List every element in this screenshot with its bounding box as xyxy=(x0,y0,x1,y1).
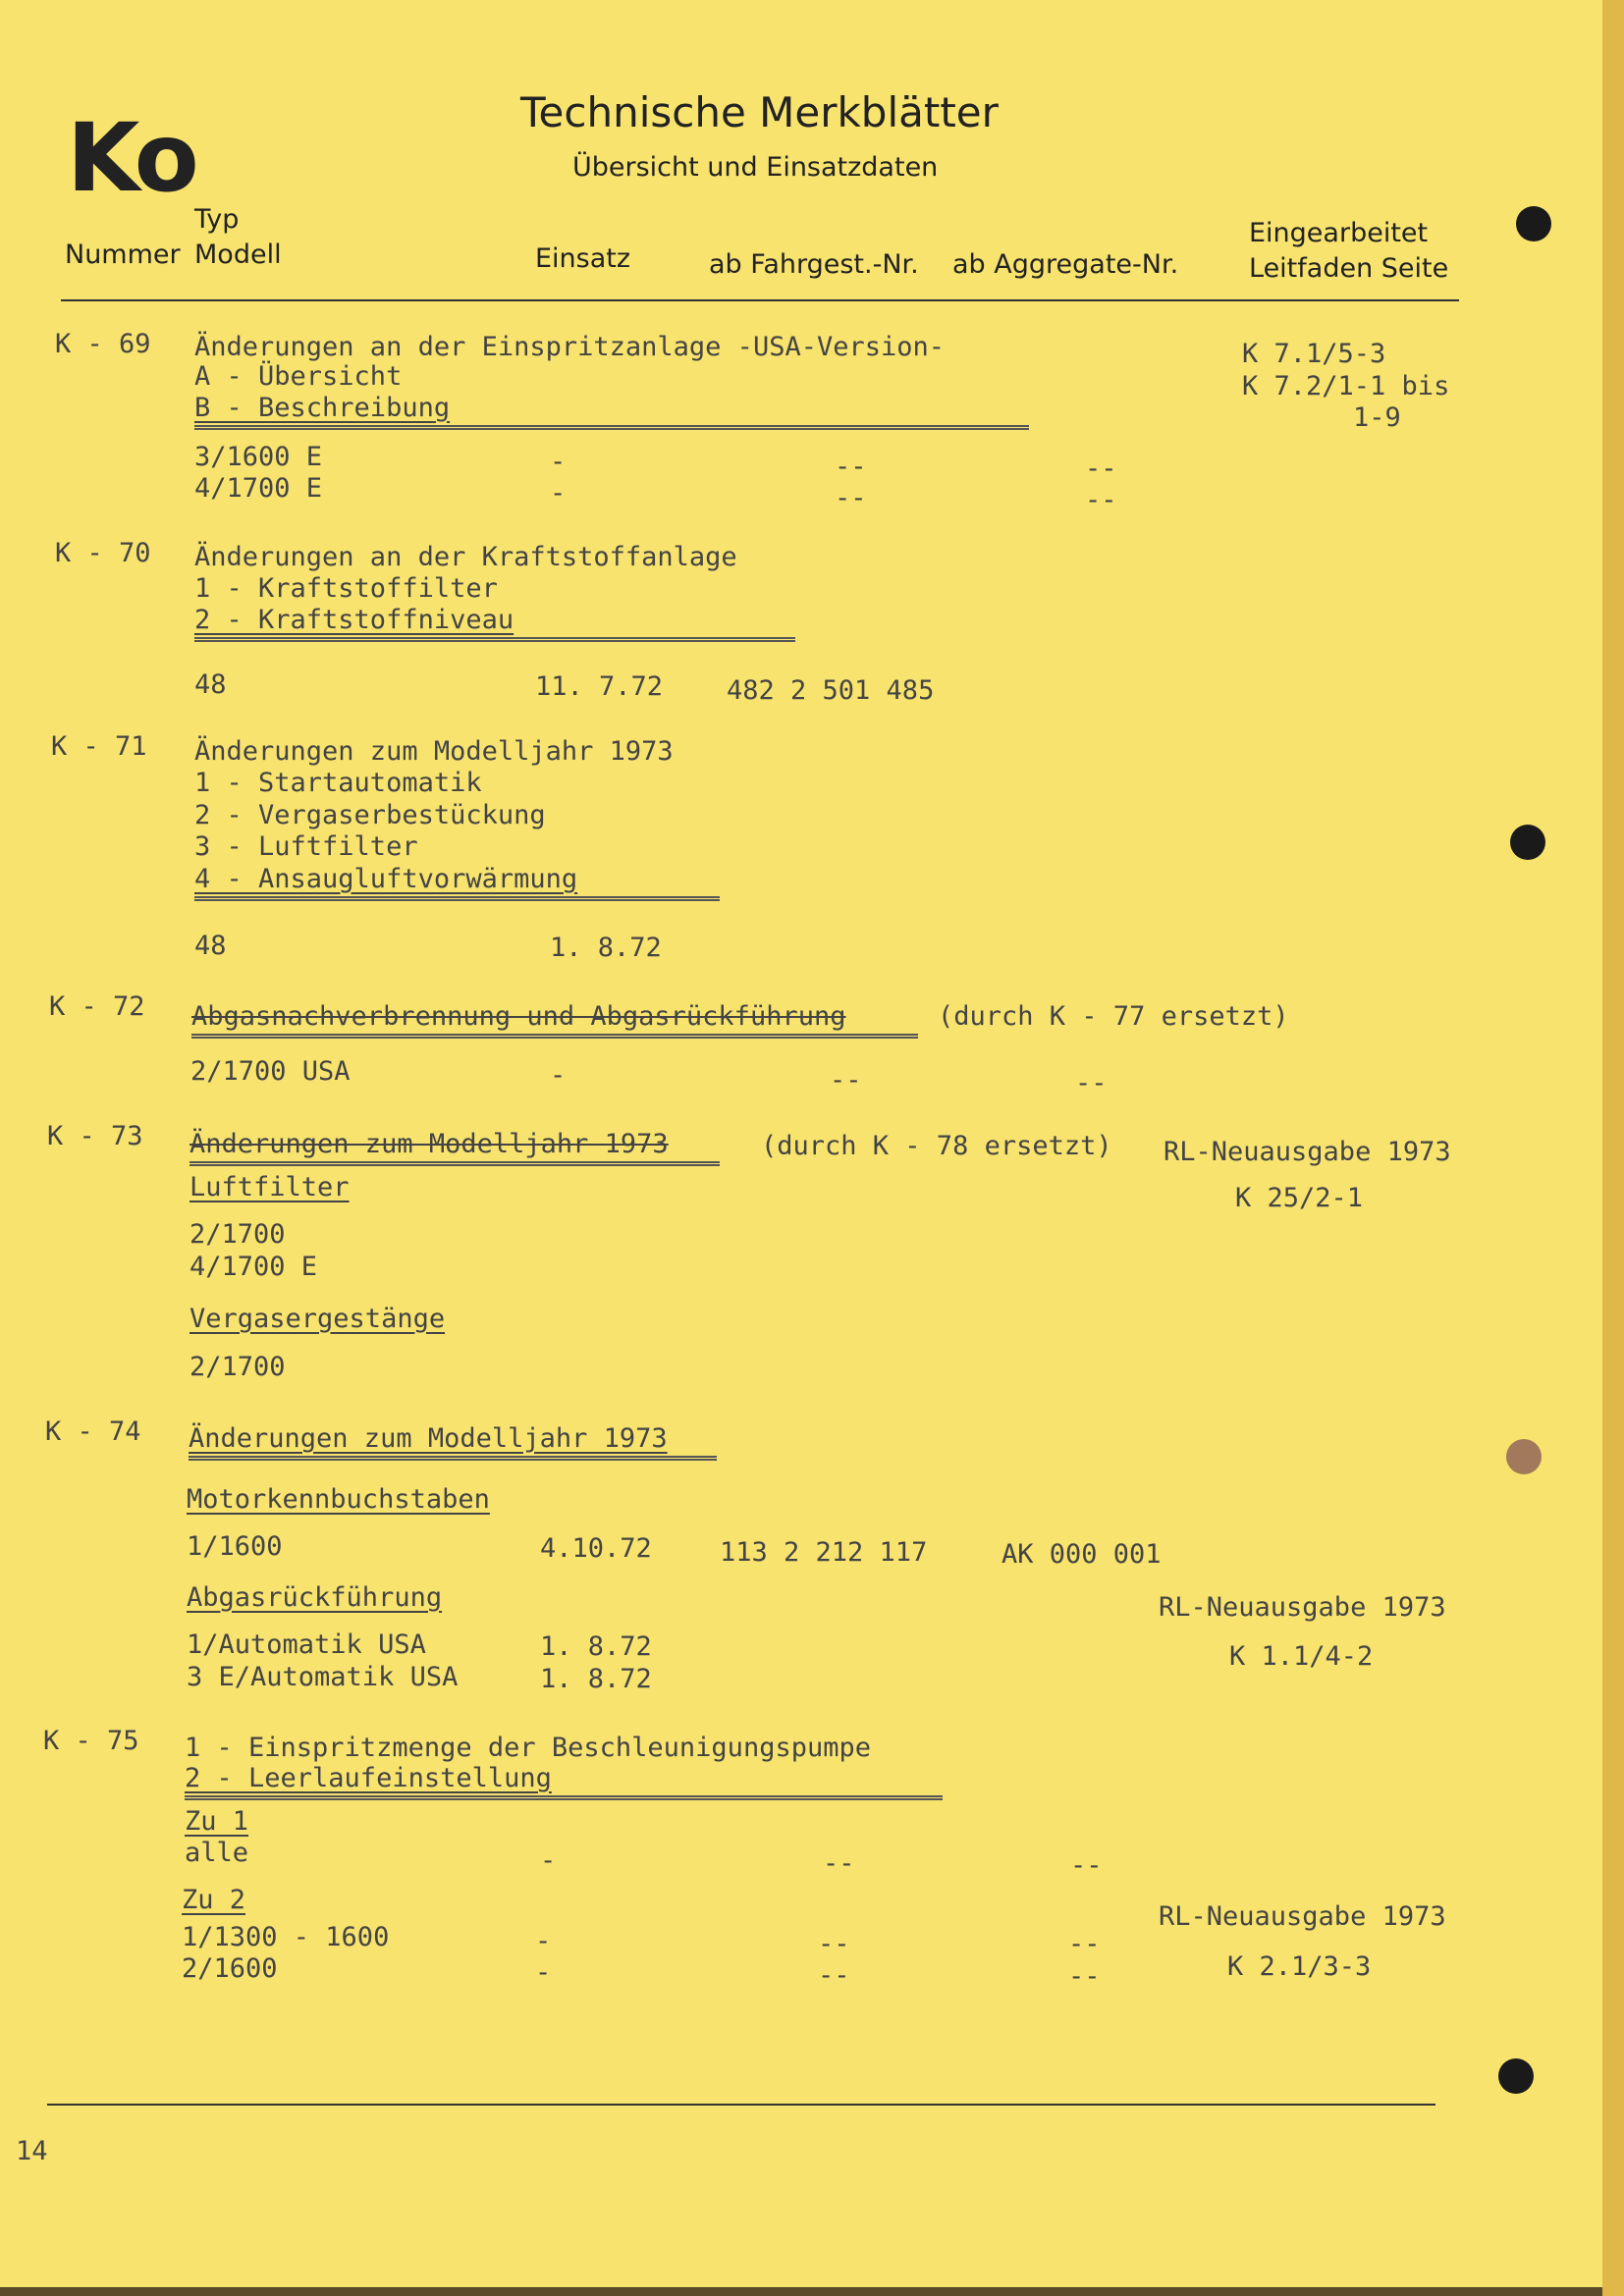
model-cell: 1/1300 - 1600 xyxy=(182,1922,390,1952)
subheading: Luftfilter xyxy=(189,1172,350,1202)
model-cell: 1/Automatik USA xyxy=(187,1629,426,1660)
einsatz-cell: - xyxy=(550,478,567,508)
einsatz-cell: 4.10.72 xyxy=(540,1533,652,1564)
fahrgest-cell: 113 2 212 117 xyxy=(720,1537,928,1568)
entry-item: 1 - Kraftstoffilter xyxy=(194,573,498,604)
leitfaden-ref: 1-9 xyxy=(1353,402,1401,433)
entry-title: Änderungen zum Modelljahr 1973 xyxy=(189,1423,717,1461)
leitfaden-ref: RL-Neuausgabe 1973 xyxy=(1164,1137,1451,1167)
entry-number: K - 70 xyxy=(55,538,151,568)
subheading: Zu 1 xyxy=(185,1806,249,1837)
entry-title: Abgasnachverbrennung und Abgasrückführung xyxy=(191,1001,918,1039)
column-header-eingearbeitet: Eingearbeitet xyxy=(1249,218,1429,248)
column-header-einsatz: Einsatz xyxy=(535,243,631,274)
einsatz-cell: - xyxy=(550,1060,567,1091)
aggregate-cell: -- xyxy=(1085,485,1117,515)
entry-title: Änderungen an der Einspritzanlage -USA-Version- xyxy=(194,332,946,362)
entry-title: Änderungen an der Kraftstoffanlage xyxy=(194,542,737,572)
model-cell: 48 xyxy=(194,931,227,961)
model-cell: 2/1600 xyxy=(182,1953,278,1984)
column-header-nummer: Nummer xyxy=(65,240,181,270)
fahrgest-cell: 482 2 501 485 xyxy=(727,675,935,706)
fahrgest-cell: -- xyxy=(818,1929,850,1959)
logo: Ko xyxy=(67,103,195,213)
fahrgest-cell: -- xyxy=(835,483,867,513)
entry-item: 3 - Luftfilter xyxy=(194,831,418,862)
einsatz-cell: 1. 8.72 xyxy=(540,1664,652,1694)
aggregate-cell: -- xyxy=(1085,454,1117,484)
model-cell: 1/1600 xyxy=(187,1531,283,1562)
leitfaden-ref: RL-Neuausgabe 1973 xyxy=(1159,1901,1446,1932)
fahrgest-cell: -- xyxy=(835,452,867,482)
entry-item: 4 - Ansaugluftvorwärmung xyxy=(194,864,720,901)
leitfaden-ref: K 2.1/3-3 xyxy=(1227,1951,1372,1982)
einsatz-cell: 1. 8.72 xyxy=(550,933,662,963)
entry-title: Änderungen zum Modelljahr 1973 xyxy=(189,1129,720,1166)
model-cell: 48 xyxy=(194,669,227,700)
page-number: 14 xyxy=(16,2136,48,2166)
entry-number: K - 71 xyxy=(51,731,147,762)
entry-item: 1 - Startautomatik xyxy=(194,768,482,798)
model-cell: 3 E/Automatik USA xyxy=(187,1662,459,1692)
einsatz-cell: - xyxy=(550,447,567,477)
subheading: Zu 2 xyxy=(182,1885,246,1915)
entry-item: A - Übersicht xyxy=(194,361,403,392)
column-header-aggregate: ab Aggregate-Nr. xyxy=(952,249,1179,280)
fahrgest-cell: -- xyxy=(818,1960,850,1991)
aggregate-cell: -- xyxy=(1068,1961,1101,1992)
einsatz-cell: - xyxy=(535,1926,552,1956)
punch-hole-1 xyxy=(1516,206,1551,241)
page-edge xyxy=(1602,0,1624,2296)
column-header-modell: Modell xyxy=(194,240,282,270)
punch-hole-4 xyxy=(1498,2058,1534,2094)
column-header-typ: Typ xyxy=(194,204,240,235)
entry-item: 1 - Einspritzmenge der Beschleunigungspumpe xyxy=(185,1733,871,1763)
einsatz-cell: - xyxy=(535,1957,552,1988)
leitfaden-ref: RL-Neuausgabe 1973 xyxy=(1159,1592,1446,1623)
einsatz-cell: 11. 7.72 xyxy=(535,671,664,702)
einsatz-cell: 1. 8.72 xyxy=(540,1631,652,1662)
header-rule xyxy=(61,299,1459,301)
subheading: Motorkennbuchstaben xyxy=(187,1484,490,1515)
aggregate-cell: -- xyxy=(1070,1850,1103,1881)
model-cell: 3/1600 E xyxy=(194,442,323,472)
replacement-note: (durch K - 77 ersetzt) xyxy=(938,1001,1289,1032)
leitfaden-ref: K 7.2/1-1 bis xyxy=(1242,371,1450,401)
leitfaden-ref: K 1.1/4-2 xyxy=(1229,1641,1374,1672)
entry-item: 2 - Kraftstoffniveau xyxy=(194,605,795,642)
fahrgest-cell: -- xyxy=(830,1065,862,1095)
entry-number: K - 69 xyxy=(55,329,151,359)
subheading: Vergasergestänge xyxy=(189,1304,446,1334)
replacement-note: (durch K - 78 ersetzt) xyxy=(761,1131,1112,1161)
aggregate-cell: -- xyxy=(1075,1068,1108,1098)
einsatz-cell: - xyxy=(540,1845,557,1876)
model-cell: 4/1700 E xyxy=(194,473,323,504)
entry-item: 2 - Leerlaufeinstellung xyxy=(185,1763,943,1800)
punch-hole-2 xyxy=(1510,825,1545,860)
subheading: Abgasrückführung xyxy=(187,1582,443,1613)
entry-number: K - 73 xyxy=(47,1121,143,1151)
footer-rule xyxy=(47,2104,1435,2106)
model-cell: 2/1700 xyxy=(189,1352,286,1382)
entry-item: 2 - Vergaserbestückung xyxy=(194,800,546,830)
entry-number: K - 74 xyxy=(45,1416,141,1447)
model-cell: 4/1700 E xyxy=(189,1252,318,1282)
entry-title: Änderungen zum Modelljahr 1973 xyxy=(194,736,674,767)
model-cell: alle xyxy=(185,1838,249,1868)
column-header-fahrgest: ab Fahrgest.-Nr. xyxy=(709,249,919,280)
entry-number: K - 75 xyxy=(43,1726,139,1756)
entry-number: K - 72 xyxy=(49,991,145,1022)
entry-item: B - Beschreibung xyxy=(194,393,1029,430)
aggregate-cell: -- xyxy=(1068,1929,1101,1959)
fahrgest-cell: -- xyxy=(823,1848,855,1879)
leitfaden-ref: K 25/2-1 xyxy=(1235,1183,1364,1213)
leitfaden-ref: K 7.1/5-3 xyxy=(1242,339,1386,369)
page-title: Technische Merkblätter xyxy=(520,88,999,136)
column-header-leitfaden: Leitfaden Seite xyxy=(1249,253,1449,284)
aggregate-cell: AK 000 001 xyxy=(1001,1539,1162,1570)
page-subtitle: Übersicht und Einsatzdaten xyxy=(572,152,939,183)
punch-hole-3 xyxy=(1506,1439,1542,1474)
model-cell: 2/1700 xyxy=(189,1219,286,1250)
model-cell: 2/1700 USA xyxy=(190,1056,351,1087)
